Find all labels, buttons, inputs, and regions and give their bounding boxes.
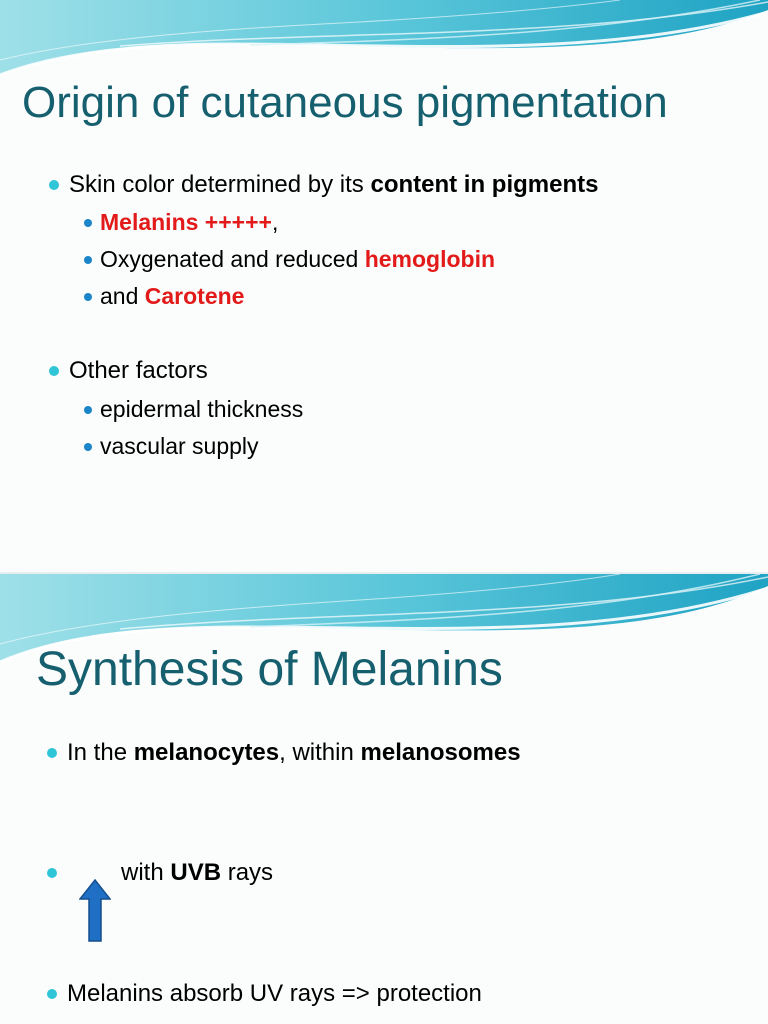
bullet-text: Skin color determined by its — [69, 171, 371, 198]
highlight-text: Carotene — [144, 283, 245, 309]
bullet-dot-icon — [84, 293, 92, 301]
up-arrow-icon — [79, 879, 111, 943]
bullet-bold-text: melanosomes — [360, 739, 521, 766]
bullet-dot-icon — [84, 443, 92, 451]
bullet-dot-icon — [49, 366, 59, 376]
bullet-melanins-absorb — [67, 980, 482, 1008]
bullet-text: with — [121, 859, 171, 886]
bullet-text: vascular supply — [100, 433, 259, 459]
highlight-text: Melanins +++++ — [100, 209, 272, 235]
bullet-text: Oxygenated and reduced — [100, 246, 365, 272]
bullet-uvb — [67, 859, 327, 949]
bullet-dot-icon — [84, 219, 92, 227]
slide-title: Origin of cutaneous pigmentation — [22, 78, 668, 127]
wave-header-decoration — [0, 0, 768, 80]
slide-title: Synthesis of Melanins — [36, 643, 503, 696]
highlight-text: hemoglobin — [364, 246, 496, 272]
bullet-bold-text: content in pigments — [370, 171, 599, 198]
bullet-text: and — [100, 283, 145, 309]
bullet-dot-icon — [49, 180, 59, 190]
bullet-dot-icon — [84, 406, 92, 414]
bullet-bold-text: melanocytes — [133, 739, 280, 766]
bullet-dot-icon — [47, 868, 57, 878]
sub-bullet-carotene — [100, 283, 244, 310]
bullet-skin-color — [69, 171, 598, 199]
bullet-text: , within — [279, 739, 361, 766]
bullet-other-factors — [69, 357, 208, 385]
bullet-dot-icon — [47, 989, 57, 999]
bullet-text: , — [271, 209, 279, 235]
bullet-text: epidermal thickness — [100, 396, 304, 422]
sub-bullet-hemoglobin — [100, 246, 495, 273]
uvb-text — [121, 859, 273, 887]
bullet-dot-icon — [84, 256, 92, 264]
sub-bullet-vascular-supply — [100, 433, 259, 460]
bullet-melanocytes — [67, 739, 521, 767]
bullet-text: Melanins absorb UV rays => protection — [67, 980, 482, 1007]
slide-synthesis-of-melanins — [0, 574, 768, 1024]
bullet-text: In the — [67, 739, 134, 766]
bullet-text: rays — [221, 859, 274, 886]
bullet-dot-icon — [47, 748, 57, 758]
sub-bullet-melanins — [100, 209, 278, 236]
sub-bullet-epidermal-thickness — [100, 396, 303, 423]
bullet-bold-text: UVB — [170, 859, 222, 886]
bullet-text: Other factors — [69, 357, 208, 384]
